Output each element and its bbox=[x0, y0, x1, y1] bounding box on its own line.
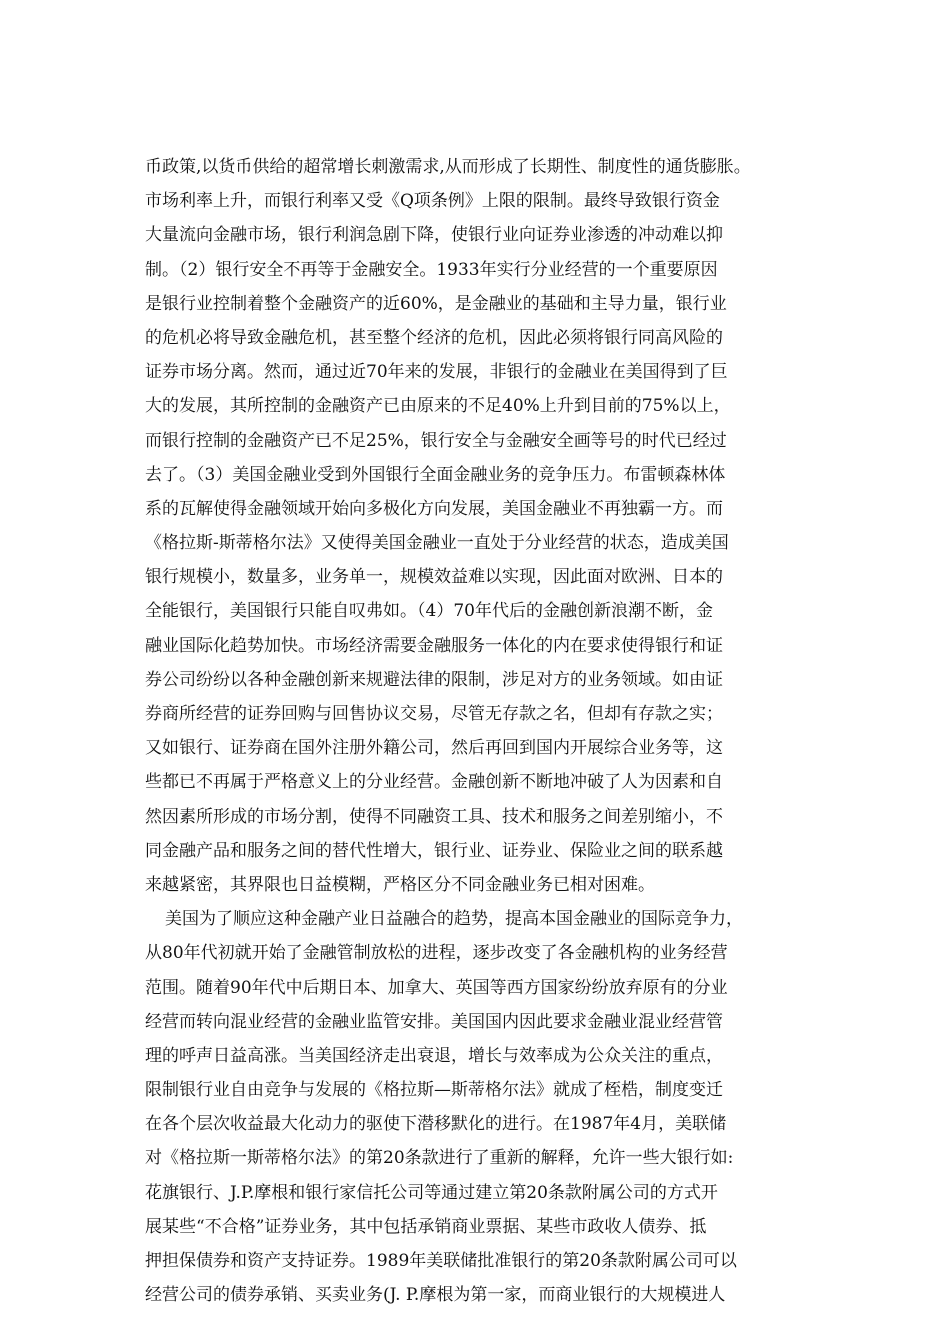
text-line: 大的发展，其所控制的金融资产已由原来的不足40%上升到目前的75%以上， bbox=[145, 396, 731, 417]
body-text bbox=[145, 150, 825, 1312]
text-line: 而银行控制的金融资产已不足25%，银行安全与金融安全画等号的时代已经过 bbox=[145, 430, 727, 451]
text-line: 从80年代初就开始了金融管制放松的进程，逐步改变了各金融机构的业务经营 bbox=[145, 943, 728, 964]
text-line: 经营公司的债券承销、买卖业务(J. P.摩根为第一家，而商业银行的大规模进人 bbox=[145, 1285, 726, 1306]
text-line: 是银行业控制着整个金融资产的近60%，是金融业的基础和主导力量，银行业 bbox=[145, 293, 727, 314]
text-line: 然因素所形成的市场分割，使得不同融资工具、技术和服务之间差别缩小，不 bbox=[145, 806, 723, 827]
text-line: 银行规模小，数量多，业务单一，规模效益难以实现，因此面对欧洲、日本的 bbox=[145, 567, 723, 588]
text-line: 展某些“不合格”证券业务，其中包括承销商业票据、某些市政收人债券、抵 bbox=[145, 1216, 707, 1237]
text-line: 制。（2）银行安全不再等于金融安全。1933年实行分业经营的一个重要原因 bbox=[145, 259, 718, 280]
text-line: 券商所经营的证券回购与回售协议交易，尽管无存款之名，但却有存款之实； bbox=[145, 704, 723, 724]
text-line: 又如银行、证券商在国外注册外籍公司，然后再回到国内开展综合业务等，这 bbox=[145, 738, 723, 759]
text-line: 系的瓦解使得金融领域开始向多极化方向发展，美国金融业不再独霸一方。而 bbox=[145, 498, 723, 519]
text-line: 理的呼声日益高涨。当美国经济走出衰退，增长与效率成为公众关注的重点， bbox=[145, 1045, 723, 1066]
text-line: 的危机必将导致金融危机，甚至整个经济的危机，因此必须将银行同高风险的 bbox=[145, 327, 723, 348]
text-line: 全能银行，美国银行只能自叹弗如。（4）70年代后的金融创新浪潮不断，金 bbox=[145, 601, 713, 622]
text-line: 币政策,以货币供给的超常增长刺激需求,从而形成了长期性、制度性的通货膨胀。 bbox=[145, 157, 751, 177]
text-line: 限制银行业自由竞争与发展的《格拉斯—斯蒂格尔法》就成了桎梏，制度变迁 bbox=[145, 1080, 723, 1101]
text-line: 经营而转向混业经营的金融业监管安排。美国国内因此要求金融业混业经营管 bbox=[145, 1011, 723, 1032]
text-line: 来越紧密，其界限也日益模糊，严格区分不同金融业务已相对困难。 bbox=[145, 874, 655, 895]
text-line: 对《格拉斯一斯蒂格尔法》的第20条款进行了重新的解释，允许一些大银行如: bbox=[145, 1148, 734, 1169]
text-line: 押担保债券和资产支持证券。1989年美联储批准银行的第20条款附属公司可以 bbox=[145, 1251, 737, 1271]
text-line: 在各个层次收益最大化动力的驱使下潜移默化的进行。在1987年4月，美联储 bbox=[145, 1114, 727, 1135]
text-line: 花旗银行、J.P.摩根和银行家信托公司等通过建立第20条款附属公司的方式开 bbox=[145, 1182, 718, 1203]
text-line: 市场利率上升，而银行利率又受《Q项条例》上限的限制。最终导致银行资金 bbox=[145, 191, 720, 212]
text-line: 证券市场分离。然而，通过近70年来的发展，非银行的金融业在美国得到了巨 bbox=[145, 362, 728, 383]
paragraph-start-line: 美国为了顺应这种金融产业日益融合的趋势，提高本国金融业的国际竞争力， bbox=[165, 909, 743, 930]
text-line: 《格拉斯-斯蒂格尔法》又使得美国金融业一直处于分业经营的状态，造成美国 bbox=[145, 533, 729, 554]
text-line: 同金融产品和服务之间的替代性增大，银行业、证券业、保险业之间的联系越 bbox=[145, 840, 723, 861]
text-line: 去了。（3）美国金融业受到外国银行全面金融业务的竞争压力。布雷顿森林体 bbox=[145, 464, 726, 485]
text-line: 融业国际化趋势加快。市场经济需要金融服务一体化的内在要求使得银行和证 bbox=[145, 635, 723, 656]
text-line: 范围。随着90年代中后期日本、加拿大、英国等西方国家纷纷放弃原有的分业 bbox=[145, 977, 728, 998]
text-line: 些都已不再属于严格意义上的分业经营。金融创新不断地冲破了人为因素和自 bbox=[145, 772, 723, 793]
text-line: 券公司纷纷以各种金融创新来规避法律的限制，涉足对方的业务领域。如由证 bbox=[145, 669, 723, 690]
text-line: 大量流向金融市场，银行利润急剧下降，使银行业向证券业渗透的冲动难以抑 bbox=[145, 225, 723, 246]
